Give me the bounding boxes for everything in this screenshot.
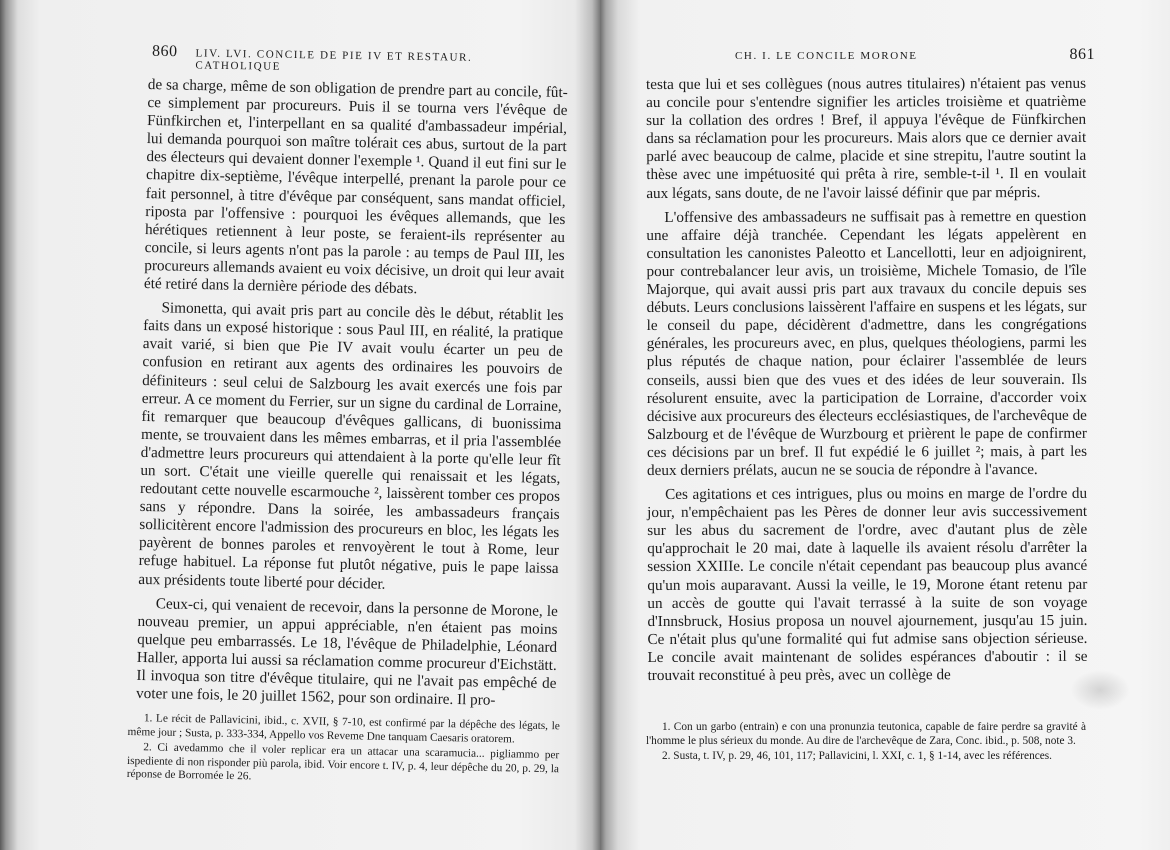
right-running-head: [705, 46, 1095, 64]
right-body-text: [646, 75, 1088, 685]
left-footnote-1: 1. Le récit de Pallavicini, ibid., c. XVII, § 7-10, est confirmé par la dépêche des légats, le même jour ; Susta, p. 333-334, Appello vos Reveme Dne tanquam Caesaris oratorem.: [127, 712, 560, 746]
left-footnote-2: 2. Ci avedammo che il voler replicar era un attacar una scaramucia... pigliammo per ispediente di non risponder più parola, ibid. Voir encore t. IV, p. 4, leur dépêche du 20, p. 29, la réponse de Borromée le 26.: [126, 741, 560, 783]
left-body-text: [136, 76, 568, 711]
right-page: [600, 0, 1170, 850]
right-paragraph-3: Ces agitations et ces intrigues, plus ou moins en marge de l'ordre du jour, n'empêchaient pas les Pères de donner leur avis successivement sur les abus du sacrement de l'ordre, avec d'autant plus de zèle qu'approchait le 20 mai, date à laquelle ils avaient résolu d'arrêter la session XXIIIe. Le concile n'était cependant pas beaucoup plus avancé qu'un mois auparavant. Aussi la veille, le 19, Morone étant retenu par un accès de goutte qui l'avait terrassé à la suite de son voyage d'Innsbruck, Hosius proposa un nouvel ajournement, jusqu'au 15 juin. Ce n'était plus qu'une formalité qui fut admise sans objection sérieuse. Le concile avait maintenant de solides espérances d'aboutir : il se trouvait reconstitué à peu près, avec un collège de: [647, 484, 1088, 684]
right-paragraph-1: testa que lui et ses collègues (nous autres titulaires) n'étaient pas venus au concile pour s'entendre signifier les articles troisième et quatrième sur la collation des ordres ! Bref, il appuya l'évêque de Fünfkirchen dans sa réclamation pour les procureurs. Mais alors que ce dernier avait parlé avec beaucoup de calme, placide et sine strepitu, l'autre soutint la thèse avec une impétuosité qui prêta à rire, semble-t-il ¹. Il en voulait aux légats, sans doute, de ne l'avoir laissé définir que par mépris.: [646, 74, 1087, 202]
right-footnote-1: 1. Con un garbo (entrain) e con una pronunzia teutonica, capable de faire perdre sa gravité à l'homme le plus sérieux du monde. Au dire de l'archevêque de Zara, Conc. ibid., p. 508, note 3.: [646, 721, 1086, 747]
paper-stain: [1070, 670, 1130, 710]
left-paragraph-3: Ceux-ci, qui venaient de recevoir, dans la personne de Morone, le nouveau premier, un appui appréciable, n'en étaient pas moins quelque peu embarrassés. Le 18, l'évêque de Philadelphie, Léonard Haller, apporta lui aussi sa réclamation comme procureur d'Eichstätt. Il invoqua son titre d'évêque titulaire, qui ne l'avait pas empêché de voter une fois, le 20 juillet 1562, pour son ordinaire. Il pro-: [135, 594, 558, 709]
left-running-head: [152, 43, 562, 77]
right-paragraph-2: L'offensive des ambassadeurs ne suffisait pas à remettre en question une affaire déjà tranchée. Cependant les légats appelèrent en consultation les canonistes Paleotto et Lancellotti, leur en adjoignirent, pour contrebalancer leur avis, un troisième, Michele Tomasio, de l'île Majorque, qui avait aussi pris part aux travaux du concile depuis ses débuts. Leurs conclusions laissèrent l'affaire en suspens et les légats, sur le conseil du pape, décidèrent d'admettre, dans les congrégations générales, les procureurs avec, en plus, quelques théologiens, parmi les plus réputés de chaque nation, pour éclairer l'assemblée de leurs conseils, aussi bien que des vues et des idées de leur souverain. Ils résolurent ensuite, avec la participation de Lorraine, d'accorder voix décisive aux procureurs des électeurs ecclésiastiques, de l'archevêque de Salzbourg et de l'évêque de Wurzbourg et prièrent le pape de confirmer ces décisions par un bref. Il fut expédié le 6 juillet ²; mais, à part les deux derniers prélats, aucun ne se soucia de répondre à l'avance.: [646, 207, 1088, 479]
right-footnote-2: 2. Susta, t. IV, p. 29, 46, 101, 117; Pallavicini, l. XXI, c. 1, § 1-14, avec les références.: [662, 750, 1052, 763]
left-paragraph-2: Simonetta, qui avait pris part au concile dès le début, rétablit les faits dans un exposé historique : sous Paul III, en réalité, la pratique avait varié, si bien que Pie IV avait voulu écarter un peu de confusion en retirant aux agents des ordinaires les pouvoirs de définiteurs : seul celui de Salzbourg les avait exercés une fois par erreur. A ce moment du Ferrier, sur un signe du cardinal de Lorraine, fit remarquer que beaucoup d'évêques gallicans, di buonissima mente, se trouvaient dans les mêmes embarras, et il pria l'assemblée d'admettre leurs procureurs qui attendaient à la porte qu'elle leur fît un sort. C'était une vieille querelle qui renaissait et les légats, redoutant cette nouvelle escarmouche ², laissèrent tomber ces propos sans y répondre. Dans la soirée, les ambassadeurs français sollicitèrent encore l'admission des procureurs en bloc, les légats les payèrent de bonnes paroles et renvoyèrent le tout à Rome, leur refuge habituel. La réponse fut plutôt négative, puis le pape laissa aux présidents toute liberté pour décider.: [138, 299, 564, 593]
right-footnotes: [646, 721, 1086, 764]
left-running-title: LIV. LVI. CONCILE DE PIE IV ET RESTAUR. CATHOLIQUE: [195, 47, 473, 73]
left-page-number: 860: [151, 42, 178, 61]
left-paragraph-1: de sa charge, même de son obligation de prendre part au concile, fût-ce simplement par procureurs. Puis il se tourna vers l'évêque de Fünfkirchen et, l'interpellant en sa qualité d'ambassadeur impérial, lui demanda pourquoi son maître tolérait ces abus, surtout de la part des électeurs qui devaient donner l'exemple ¹. Quand il eut fini sur le chapitre dix-septième, l'évêque interpellé, prenant la parole pour ce fait personnel, à titre d'évêque par conséquent, sans mandat officiel, riposta par l'offensive : pourquoi les évêques allemands, que les hérétiques retiennent à leur poste, se feraient-ils représenter au concile, si leurs agents n'ont pas la parole : au temps de Paul III, les procureurs allemands avaient eu voix décisive, un droit qui leur avait été retiré dans la dernière période des débats.: [143, 76, 568, 298]
right-running-title: CH. I. LE CONCILE MORONE: [735, 50, 918, 62]
right-page-number: 861: [1069, 46, 1095, 63]
left-footnotes: [127, 712, 560, 790]
